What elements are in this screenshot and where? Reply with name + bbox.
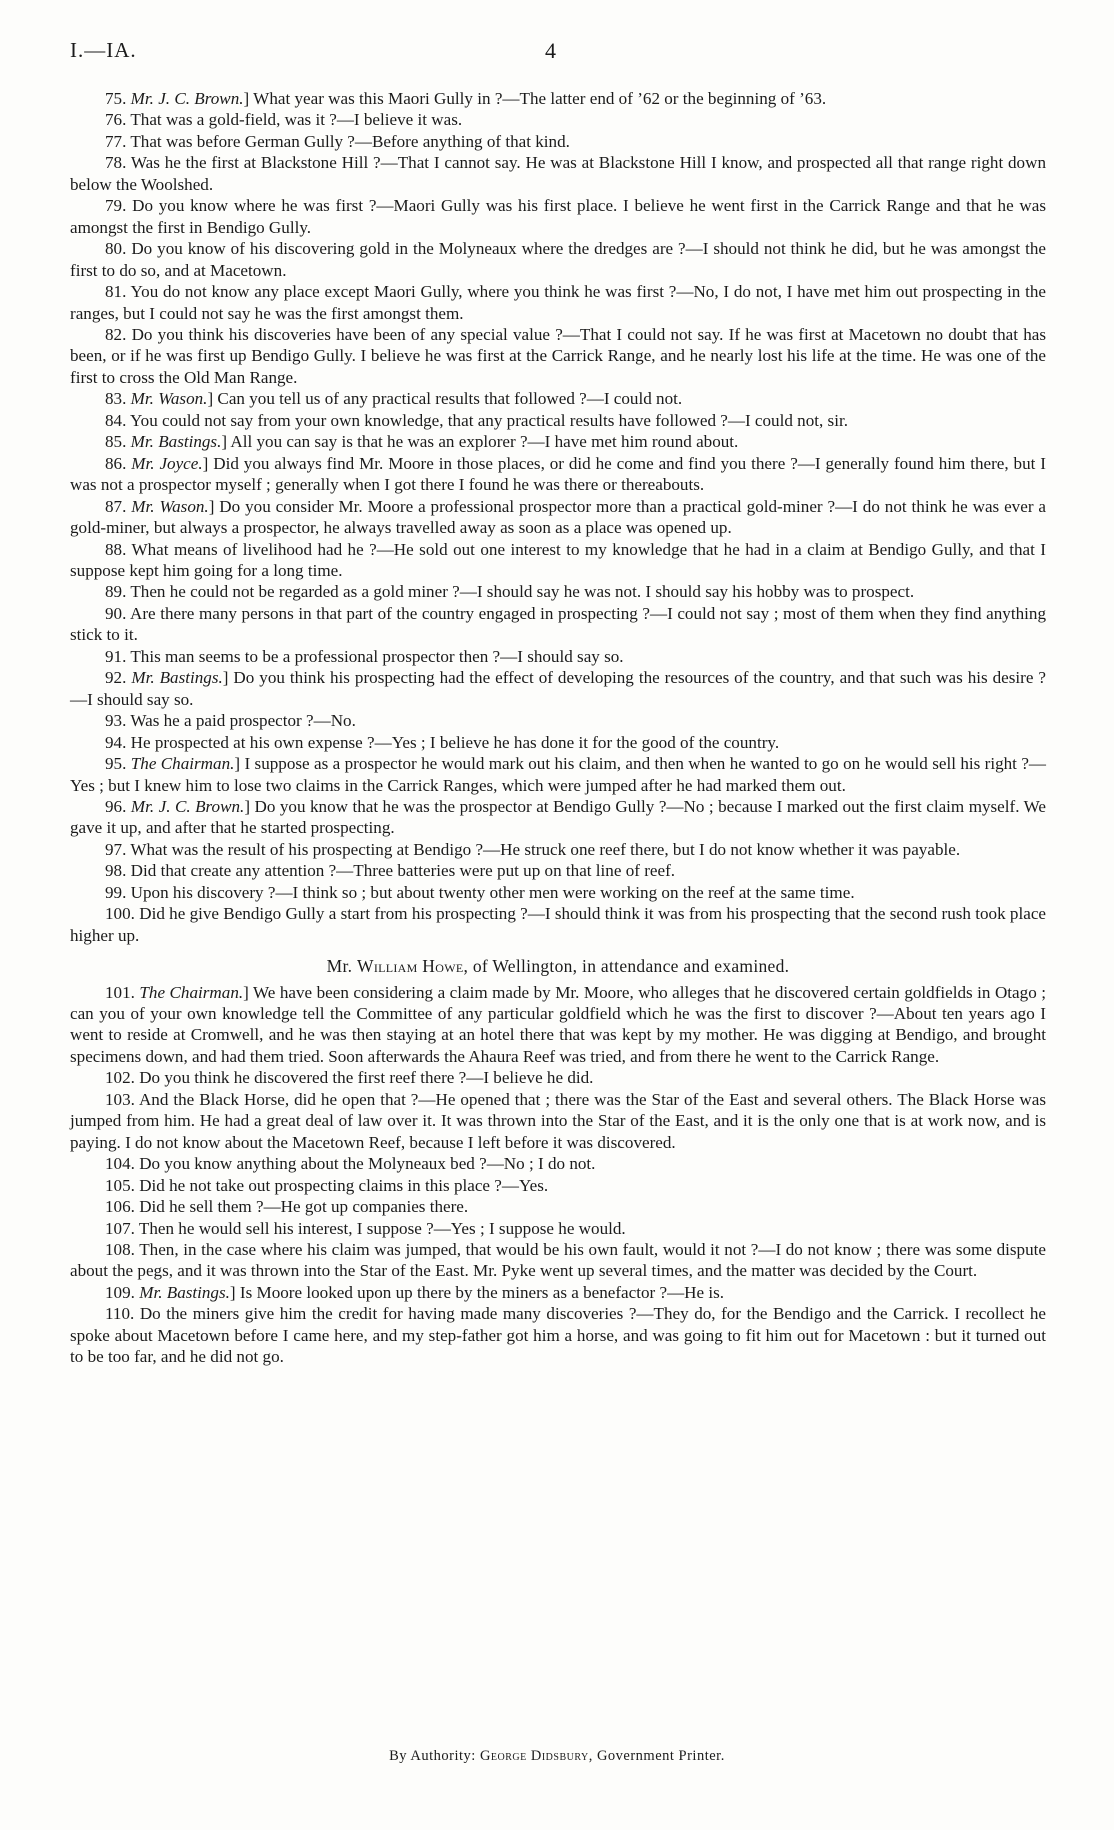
speaker-bracket: ] bbox=[208, 496, 215, 516]
question-number: 79. bbox=[105, 196, 127, 216]
testimony-paragraph bbox=[70, 882, 1046, 903]
speaker-name: Mr. Bastings. bbox=[131, 668, 223, 688]
testimony-text: You do not know any place except Maori Gully, where you think he was first ?—No, I do not, I have met him out prospecting in the ranges, but I could not say he was the first amongst them. bbox=[70, 282, 1046, 323]
testimony-paragraph bbox=[70, 388, 1046, 409]
question-number: 110. bbox=[105, 1304, 135, 1324]
question-number: 104. bbox=[105, 1154, 135, 1174]
imprint-suffix: , Government Printer. bbox=[588, 1748, 725, 1764]
speaker-name: Mr. J. C. Brown. bbox=[130, 89, 244, 108]
testimony-paragraph bbox=[70, 1067, 1046, 1088]
testimony-text: Was he a paid prospector ?—No. bbox=[130, 711, 356, 731]
examination-moore-witness bbox=[70, 88, 1046, 946]
question-number: 90. bbox=[105, 603, 127, 623]
witness-name: William Howe bbox=[357, 956, 464, 977]
testimony-paragraph bbox=[70, 496, 1046, 539]
testimony-text: Can you tell us of any practical results that followed ?—I could not. bbox=[213, 389, 683, 409]
speaker-bracket: ] bbox=[221, 432, 228, 452]
testimony-text: What year was this Maori Gully in ?—The latter end of ’62 or the beginning of ’63. bbox=[249, 89, 827, 108]
speaker-bracket: ] bbox=[244, 796, 251, 816]
testimony-paragraph bbox=[70, 603, 1046, 646]
testimony-paragraph bbox=[70, 88, 1046, 109]
testimony-text: Was he the first at Blackstone Hill ?—That I cannot say. He was at Blackstone Hill I know, and prospected all that range right down below the Woolshed. bbox=[70, 153, 1047, 194]
testimony-text: Do you think his discoveries have been of any special value ?—That I could not say. If he was first at Macetown no doubt that has been, or if he was first up Bendigo Gully. I believe he was first at the Carrick Range, and he nearly lost his life at the time. He was one of the first to cross the Old Man Range. bbox=[70, 324, 1046, 387]
question-number: 100. bbox=[105, 904, 135, 924]
question-number: 99. bbox=[105, 882, 127, 902]
question-number: 98. bbox=[105, 861, 127, 881]
testimony-paragraph bbox=[70, 667, 1046, 710]
testimony-paragraph bbox=[70, 1282, 1046, 1303]
question-number: 103. bbox=[105, 1089, 135, 1109]
speaker-name: Mr. J. C. Brown. bbox=[130, 796, 245, 816]
testimony-text: Are there many persons in that part of the country engaged in prospecting ?—I could not say ; most of them when they find anything stick to it. bbox=[70, 603, 1046, 645]
question-number: 84. bbox=[105, 410, 127, 430]
question-number: 92. bbox=[105, 668, 127, 688]
speaker-bracket: ] bbox=[222, 668, 229, 688]
question-number: 106. bbox=[105, 1197, 135, 1217]
question-number: 93. bbox=[105, 711, 127, 731]
imprint-prefix: By Authority: bbox=[389, 1748, 480, 1764]
speaker-name: Mr. Wason. bbox=[130, 389, 208, 409]
testimony-text: Did you always find Mr. Moore in those places, or did he come and find you there ?—I generally found him there, but I was not a prospector myself ; generally when I got there I found he was there or thereabouts. bbox=[70, 453, 1046, 495]
testimony-text: Then he would sell his interest, I suppose ?—Yes ; I suppose he would. bbox=[138, 1218, 626, 1238]
testimony-paragraph bbox=[70, 1218, 1046, 1239]
question-number: 89. bbox=[105, 582, 127, 602]
question-number: 83. bbox=[105, 389, 127, 409]
testimony-text: Did that create any attention ?—Three batteries were put up on that line of reef. bbox=[130, 861, 676, 881]
testimony-text: Upon his discovery ?—I think so ; but about twenty other men were working on the reef at the same time. bbox=[130, 882, 855, 902]
testimony-paragraph bbox=[70, 1153, 1046, 1174]
testimony-text: All you can say is that he was an explorer ?—I have met him round about. bbox=[227, 432, 739, 452]
testimony-text: Do the miners give him the credit for having made many discoveries ?—They do, for the Bendigo and the Carrick. I recollect he spoke about Macetown before I came here, and my step-father got him a horse, and was going to fit him out for Macetown : but it turned out to be too far, and he did not go. bbox=[70, 1304, 1046, 1367]
testimony-paragraph bbox=[70, 131, 1046, 152]
testimony-paragraph bbox=[70, 410, 1046, 431]
testimony-paragraph bbox=[70, 839, 1046, 860]
testimony-text: And the Black Horse, did he open that ?—He opened that ; there was the Star of the East and several others. The Black Horse was jumped from him. He had a great deal of law over it. It was thrown into the Star of the East, and it is the only one that is at work now, and is paying. I do not know about the Macetown Reef, because I left before it was discovered. bbox=[70, 1089, 1046, 1152]
testimony-text: Then, in the case where his claim was jumped, that would be his own fault, would it not ?—I do not know ; there was some dispute about the pegs, and it was thrown into the Star of the East. Mr. Pyke went up several times, and the matter was decided by the Court. bbox=[70, 1240, 1046, 1281]
testimony-text: He prospected at his own expense ?—Yes ; I believe he has done it for the good of the country. bbox=[130, 732, 780, 752]
page-number: 4 bbox=[545, 38, 556, 63]
speaker-name: Mr. Bastings. bbox=[130, 432, 222, 452]
testimony-paragraph bbox=[70, 539, 1046, 582]
section-heading bbox=[70, 956, 1046, 977]
question-number: 102. bbox=[105, 1068, 135, 1088]
testimony-paragraph bbox=[70, 1239, 1046, 1282]
testimony-paragraph bbox=[70, 646, 1046, 667]
testimony-text: Did he give Bendigo Gully a start from his prospecting ?—I should think it was from his prospecting that the second rush took place higher up. bbox=[70, 904, 1046, 945]
testimony-text: Did he sell them ?—He got up companies there. bbox=[139, 1197, 469, 1217]
speaker-bracket: ] bbox=[234, 754, 241, 774]
paper-reference: I.—IA. bbox=[70, 38, 137, 62]
question-number: 108. bbox=[105, 1240, 135, 1260]
testimony-paragraph bbox=[70, 324, 1046, 388]
testimony-paragraph bbox=[70, 982, 1046, 1068]
testimony-paragraph bbox=[70, 732, 1046, 753]
testimony-text: Do you consider Mr. Moore a professional prospector more than a practical gold-miner ?—I do not think he was ever a gold-miner, but always a prospector, he always travelled away as soon as a place was opened up. bbox=[70, 496, 1046, 538]
speaker-name: The Chairman. bbox=[139, 982, 244, 1002]
question-number: 77. bbox=[105, 131, 127, 151]
testimony-paragraph bbox=[70, 453, 1046, 496]
speaker-bracket: ] bbox=[229, 1282, 236, 1302]
question-number: 81. bbox=[105, 282, 127, 302]
testimony-paragraph bbox=[70, 753, 1046, 796]
question-number: 75. bbox=[105, 89, 127, 108]
question-number: 101. bbox=[105, 982, 135, 1002]
testimony-text: We have been considering a claim made by Mr. Moore, who alleges that he discovered certain goldfields in Otago ; can you of your own knowledge tell the Committee of any particular goldfield which he was the first to discover ?—About ten years ago I went to reside at Cromwell, and he was then staying at an hotel there that was kept by my mother. He was digging at Bendigo, and brought specimens down, and had them tried. Soon afterwards the Ahaura Reef was tried, and from there he went to the Carrick Range. bbox=[70, 982, 1046, 1066]
question-number: 76. bbox=[105, 110, 127, 130]
document-body bbox=[70, 88, 1046, 1368]
testimony-paragraph bbox=[70, 1303, 1046, 1367]
question-number: 107. bbox=[105, 1218, 135, 1238]
testimony-text: Do you think he discovered the first reef there ?—I believe he did. bbox=[139, 1068, 594, 1088]
testimony-paragraph bbox=[70, 710, 1046, 731]
speaker-bracket: ] bbox=[243, 89, 250, 108]
testimony-text: Do you know of his discovering gold in the Molyneaux where the dredges are ?—I should not think he did, but he was amongst the first to do so, and at Macetown. bbox=[70, 239, 1046, 280]
testimony-text: You could not say from your own knowledge, that any practical results have followed ?—I could not, sir. bbox=[130, 410, 848, 430]
testimony-paragraph bbox=[70, 152, 1046, 195]
question-number: 86. bbox=[105, 453, 127, 473]
speaker-bracket: ] bbox=[243, 982, 249, 1002]
testimony-text: Do you know that he was the prospector at Bendigo Gully ?—No ; because I marked out the first claim myself. We gave it up, and after that he started prospecting. bbox=[70, 796, 1047, 838]
testimony-paragraph bbox=[70, 195, 1046, 238]
question-number: 97. bbox=[105, 839, 127, 859]
testimony-text: I suppose as a prospector he would mark out his claim, and then when he wanted to go on he would sell his right ?—Yes ; but I knew him to lose two claims in the Carrick Ranges, which were jumped after he had marked them out. bbox=[70, 754, 1046, 795]
testimony-text: That was before German Gully ?—Before anything of that kind. bbox=[130, 131, 570, 151]
speaker-name: Mr. Joyce. bbox=[131, 453, 203, 473]
printer-name: George Didsbury bbox=[479, 1748, 589, 1764]
section-suffix: , of Wellington, in attendance and examined. bbox=[463, 956, 790, 977]
testimony-text: This man seems to be a professional prospector then ?—I should say so. bbox=[130, 646, 624, 666]
testimony-text: Then he could not be regarded as a gold miner ?—I should say he was not. I should say his hobby was to prospect. bbox=[130, 582, 915, 602]
testimony-text: Do you know where he was first ?—Maori Gully was his first place. I believe he went first in the Carrick Range and that he was amongst the first in Bendigo Gully. bbox=[70, 196, 1047, 237]
testimony-paragraph bbox=[70, 1175, 1046, 1196]
testimony-text: Is Moore looked upon up there by the miners as a benefactor ?—He is. bbox=[235, 1282, 725, 1302]
testimony-paragraph bbox=[70, 581, 1046, 602]
testimony-paragraph bbox=[70, 1196, 1046, 1217]
testimony-paragraph bbox=[70, 431, 1046, 452]
examination-william-howe bbox=[70, 982, 1046, 1368]
testimony-text: What means of livelihood had he ?—He sold out one interest to my knowledge that he had in a claim at Bendigo Gully, and that I suppose kept him going for a long time. bbox=[70, 539, 1046, 580]
section-prefix: Mr. bbox=[326, 956, 353, 977]
testimony-text: Do you think his prospecting had the effect of developing the resources of the country, and that such was his desire ?—I should say so. bbox=[70, 668, 1046, 709]
question-number: 105. bbox=[105, 1175, 135, 1195]
testimony-text: What was the result of his prospecting at Bendigo ?—He struck one reef there, but I do not know whether it was payable. bbox=[130, 839, 961, 859]
speaker-bracket: ] bbox=[207, 389, 214, 409]
question-number: 109. bbox=[105, 1282, 135, 1302]
question-number: 78. bbox=[105, 153, 127, 173]
testimony-paragraph bbox=[70, 1089, 1046, 1153]
testimony-text: Do you know anything about the Molyneaux bed ?—No ; I do not. bbox=[139, 1154, 596, 1174]
speaker-name: The Chairman. bbox=[130, 754, 235, 774]
speaker-name: Mr. Wason. bbox=[131, 496, 209, 516]
question-number: 82. bbox=[105, 324, 127, 344]
question-number: 91. bbox=[105, 646, 127, 666]
speaker-name: Mr. Bastings. bbox=[139, 1282, 230, 1302]
question-number: 96. bbox=[105, 796, 127, 816]
testimony-paragraph bbox=[70, 281, 1046, 324]
question-number: 95. bbox=[105, 754, 127, 774]
printer-imprint bbox=[0, 1748, 1114, 1765]
speaker-bracket: ] bbox=[202, 453, 209, 473]
testimony-paragraph bbox=[70, 860, 1046, 881]
testimony-text: Did he not take out prospecting claims in this place ?—Yes. bbox=[139, 1175, 549, 1195]
question-number: 94. bbox=[105, 732, 127, 752]
testimony-text: That was a gold-field, was it ?—I believe it was. bbox=[130, 110, 463, 130]
testimony-paragraph bbox=[70, 109, 1046, 130]
question-number: 88. bbox=[105, 539, 127, 559]
question-number: 85. bbox=[105, 432, 127, 452]
testimony-paragraph bbox=[70, 903, 1046, 946]
testimony-paragraph bbox=[70, 238, 1046, 281]
testimony-paragraph bbox=[70, 796, 1046, 839]
question-number: 80. bbox=[105, 239, 127, 259]
question-number: 87. bbox=[105, 496, 127, 516]
